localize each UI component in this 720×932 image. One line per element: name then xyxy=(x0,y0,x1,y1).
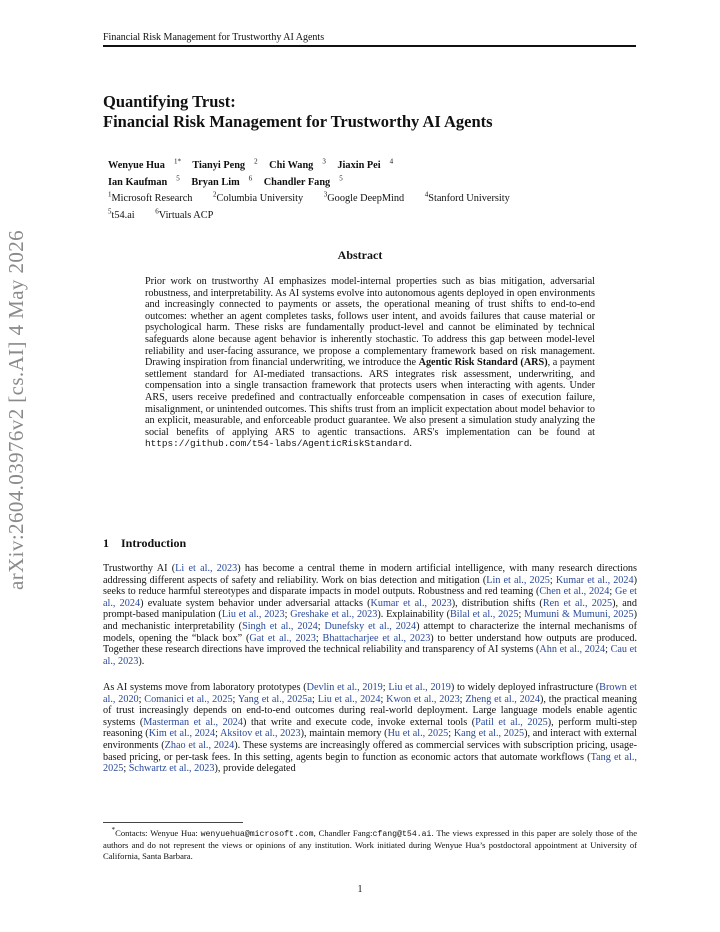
citation-link[interactable]: Gat et al., 2023 xyxy=(249,632,316,644)
paragraph-text: ; xyxy=(549,574,556,586)
abstract-text: Prior work on trustworthy AI emphasizes model-internal properties such as bias mitigation, adversarial robustness, and interpretability. As AI systems evolve into autonomous agents deployed in open environments and increasingly connected to payments or assets, the operational meaning of trust shifts to end-to-end outcomes: whether an agent completes tasks, follows user intent, and avoids failures that cause material or psychological harm. These risks are fundamentally product-level and cannot be eliminated by technical safeguards alone because agent behavior is inherently stochastic. To address this gap between model-level reliability and user-facing assurance, we propose a complementary framework based on risk management. Drawing inspiration from financial underwriting, we introduce the xyxy=(145,276,595,369)
running-header: Financial Risk Management for Trustworthy AI Agents xyxy=(103,32,325,43)
intro-paragraph-2 xyxy=(103,682,637,775)
author-name: Chi Wang $^3$ xyxy=(269,158,326,172)
affiliation: $^6$Virtuals ACP xyxy=(155,207,214,221)
paragraph-text: ), the practical meaning of trust increasingly depends on end-to-end outcomes during real-world deployment. Large language models enable agentic systems ( xyxy=(103,693,637,728)
footnote-rule xyxy=(103,822,243,823)
citation-link[interactable]: Ahn et al., 2024 xyxy=(539,644,606,656)
paragraph-text: ; xyxy=(605,644,611,656)
section-number: 1 xyxy=(103,536,109,550)
citation-link[interactable]: Ren et al., 2025 xyxy=(542,597,613,609)
citation-link[interactable]: Liu et al., 2024 xyxy=(317,693,381,705)
author-name: Wenyue Hua $^{1*}$ xyxy=(108,158,181,172)
paragraph-text: ; xyxy=(315,632,323,644)
paragraph-text: ; xyxy=(317,620,325,632)
affiliations-line-2 xyxy=(108,205,608,221)
paragraph-text: ; xyxy=(518,609,525,621)
email-link[interactable]: wenyuehua@microsoft.com xyxy=(200,829,314,839)
paragraph-text: ; xyxy=(123,763,129,775)
paragraph-text: ). Explainability ( xyxy=(377,609,451,621)
author-name: Jiaxin Pei $^4$ xyxy=(337,158,394,172)
paragraph-text: ; xyxy=(448,728,454,740)
section-heading-introduction xyxy=(103,536,186,551)
paragraph-text: ; xyxy=(138,693,145,705)
paragraph-text: ), provide delegated xyxy=(214,763,296,775)
paragraph-text: ), perform multi-step reasoning ( xyxy=(103,716,638,740)
paragraph-text: Trustworthy AI ( xyxy=(103,563,176,574)
citation-link[interactable]: Kang et al., 2025 xyxy=(453,728,525,740)
paragraph-text: ) seeks to reduce harmful stereotypes and disparate impacts in model outputs. Robustness and red teaming ( xyxy=(103,574,637,598)
author-block xyxy=(108,156,608,222)
paragraph-text: ). These systems are increasingly offered as commercial services with subscription pricing, usage-based pricing, or per-task fees. In this setting, agents begin to function as economic actors that automate workflows ( xyxy=(103,739,638,763)
citation-link[interactable]: Brown et al., 2020 xyxy=(103,682,637,705)
citation-link[interactable]: Lin et al., 2025 xyxy=(486,574,550,586)
author-name: Tianyi Peng $^2$ xyxy=(192,158,258,172)
paragraph-text: ; xyxy=(609,586,615,598)
citation-link[interactable]: Kim et al., 2024 xyxy=(148,728,216,740)
title-line-1: Quantifying Trust: xyxy=(103,92,236,111)
paragraph-text: ) to better understand how outputs are produced. Together these research directions have improved the technical reliability and transparency of AI systems ( xyxy=(103,632,637,656)
abstract-text: , a payment settlement standard for AI-mediated transactions. ARS integrates risk assessment, underwriting, and compensation into a single transaction framework that protects users when interacting with agents. Under ARS, users receive predefined and contractually enforceable compensation in cases of execution failure, misalignment, or unintended outcomes. This shifts trust from an implicit expectation about model behavior to an explicit, measurable, and enforceable product guarantee. We also present a simulation study analyzing the social benefits of applying ARS to agentic transactions. ARS's implementation can be found at xyxy=(145,357,595,438)
citation-link[interactable]: Tang et al., 2025 xyxy=(103,751,637,775)
paragraph-text: ; xyxy=(215,728,221,740)
citation-link[interactable]: Mumuni & Mumuni, 2025 xyxy=(524,609,634,621)
footnote: *Contacts: Wenyue Hua: wenyuehua@microsoft.com, Chandler Fang:cfang@t54.ai. The views expressed in this paper are solely those of the authors and do not represent the views or opinions of any institution. Work initiated during Wenyue Hua’s postdoctoral appointment at University of California, Santa Barbara. xyxy=(103,826,638,862)
citation-link[interactable]: Devlin et al., 2019 xyxy=(306,682,383,693)
author-name: Bryan Lim $^6$ xyxy=(191,174,253,188)
citation-link[interactable]: Kumar et al., 2024 xyxy=(555,574,634,586)
paragraph-text: As AI systems move from laboratory prototypes ( xyxy=(103,682,307,693)
affiliations-line-1 xyxy=(108,189,608,205)
paragraph-text: ; xyxy=(232,693,238,705)
citation-link[interactable]: Liu et al., 2019 xyxy=(388,682,451,693)
citation-link[interactable]: Comanici et al., 2025 xyxy=(144,693,233,705)
email-link[interactable]: cfang@t54.ai xyxy=(372,829,432,839)
citation-link[interactable]: Zheng et al., 2024 xyxy=(465,693,540,705)
author-names-line-1 xyxy=(108,156,608,172)
paragraph-text: ) evaluate system behavior under adversarial attacks ( xyxy=(140,597,371,609)
citation-link[interactable]: Masterman et al., 2024 xyxy=(143,716,243,728)
page-number: 1 xyxy=(357,884,363,895)
affiliation: $^2$Columbia University xyxy=(213,190,304,205)
paragraph-text: ) has become a central theme in modern artificial intelligence, with many research directions addressing different aspects of safety and reliability. Work on bias detection and mitigation ( xyxy=(103,563,637,586)
citation-link[interactable]: Bilal et al., 2025 xyxy=(450,609,519,621)
section-title: Introduction xyxy=(121,536,187,550)
citation-link[interactable]: Kumar et al., 2023 xyxy=(370,597,452,609)
paragraph-text: ) to widely deployed infrastructure ( xyxy=(450,682,600,693)
citation-link[interactable]: Patil et al., 2025 xyxy=(475,716,548,728)
paragraph-text: ), and interact with external environments ( xyxy=(103,728,638,751)
abstract-body: Prior work on trustworthy AI emphasizes model-internal properties such as bias mitigation, adversarial robustness, and interpretability. As AI systems evolve into autonomous agents deployed in open environments and increasingly connected to payments or assets, the operational meaning of trust shifts to end-to-end outcomes: whether an agent completes tasks, follows user intent, and avoids failures that cause material or psychological harm. These risks are fundamentally product-level and cannot be eliminated by technical safeguards alone because agent behavior is inherently stochastic. To address this gap between model-level reliability and user-facing assurance, we propose a complementary framework based on risk management. Drawing inspiration from financial underwriting, we introduce the Agentic Risk Standard (ARS), a payment settlement standard for AI-mediated transactions. ARS integrates risk assessment, underwriting, and compensation into a single transaction framework that protects users when interacting with agents. Under ARS, users receive predefined and contractually enforceable compensation in cases of execution failure, misalignment, or unintended outcomes. This shifts trust from an implicit expectation about model behavior to an explicit, measurable, and enforceable product guarantee. We also present a simulation study analyzing the social benefits of applying ARS to agentic transactions. ARS's implementation can be found at https://github.com/t54-labs/AgenticRiskStandard. xyxy=(145,276,595,450)
citation-link[interactable]: Chen et al., 2024 xyxy=(539,586,610,598)
paragraph-text: ; xyxy=(459,693,466,705)
citation-link[interactable]: Aksitov et al., 2023 xyxy=(220,728,301,740)
paragraph-text: ), and prompt-based manipulation ( xyxy=(103,597,637,621)
paragraph-text: ), distribution shifts ( xyxy=(451,597,543,609)
citation-link[interactable]: Dunefsky et al., 2024 xyxy=(324,620,417,632)
citation-link[interactable]: Yang et al., 2025a xyxy=(237,693,313,705)
paragraph-text: ). xyxy=(138,655,145,667)
paragraph-text: ) that write and execute code, invoke external tools ( xyxy=(243,716,476,728)
author-names-line-2 xyxy=(108,172,608,188)
citation-link[interactable]: Ge et al., 2024 xyxy=(103,586,637,609)
citation-link[interactable]: Greshake et al., 2023 xyxy=(290,609,378,621)
affiliation: $^4$Stanford University xyxy=(424,190,510,205)
abstract-heading: Abstract xyxy=(337,248,383,262)
citation-link[interactable]: Liu et al., 2023 xyxy=(221,609,285,621)
citation-link[interactable]: Cau et al., 2023 xyxy=(103,644,637,667)
citation-link[interactable]: Bhattacharjee et al., 2023 xyxy=(322,632,431,644)
intro-paragraph-1 xyxy=(103,563,637,667)
citation-link[interactable]: Kwon et al., 2023 xyxy=(386,693,460,705)
title-line-2: Financial Risk Management for Trustworthy AI Agents xyxy=(103,112,493,131)
paper-title xyxy=(103,92,643,132)
paragraph-text: ; xyxy=(312,693,318,705)
paragraph-text: ), maintain memory ( xyxy=(300,728,388,740)
arxiv-stamp: arXiv:2604.03976v2 [cs.AI] 4 May 2026 xyxy=(4,229,28,590)
citation-link[interactable]: Zhao et al., 2024 xyxy=(164,739,235,751)
affiliation: $^5$t54.ai xyxy=(108,207,135,221)
paragraph-text: ; xyxy=(284,609,291,621)
paragraph-text: ) and mechanistic interpretability ( xyxy=(103,609,637,632)
affiliation: $^1$Microsoft Research xyxy=(108,190,193,205)
author-name: Chandler Fang $^5$ xyxy=(263,174,343,188)
citation-link[interactable]: Hu et al., 2025 xyxy=(387,728,449,740)
header-rule xyxy=(103,45,636,47)
paragraph-text: ) attempt to characterize the internal mechanisms of models, opening the “black box” ( xyxy=(103,620,638,644)
citation-link[interactable]: Li et al., 2023 xyxy=(175,563,238,574)
citation-link[interactable]: Singh et al., 2024 xyxy=(242,620,318,632)
author-name: Ian Kaufman $^5$ xyxy=(108,174,180,188)
repository-link[interactable]: https://github.com/t54-labs/AgenticRiskStandard xyxy=(145,438,410,450)
citation-link[interactable]: Schwartz et al., 2023 xyxy=(128,763,215,775)
paragraph-text: ; xyxy=(380,693,387,705)
abstract-ars-term: Agentic Risk Standard (ARS) xyxy=(418,357,548,369)
paragraph-text: ; xyxy=(382,682,389,693)
affiliation: $^3$Google DeepMind xyxy=(323,190,405,205)
